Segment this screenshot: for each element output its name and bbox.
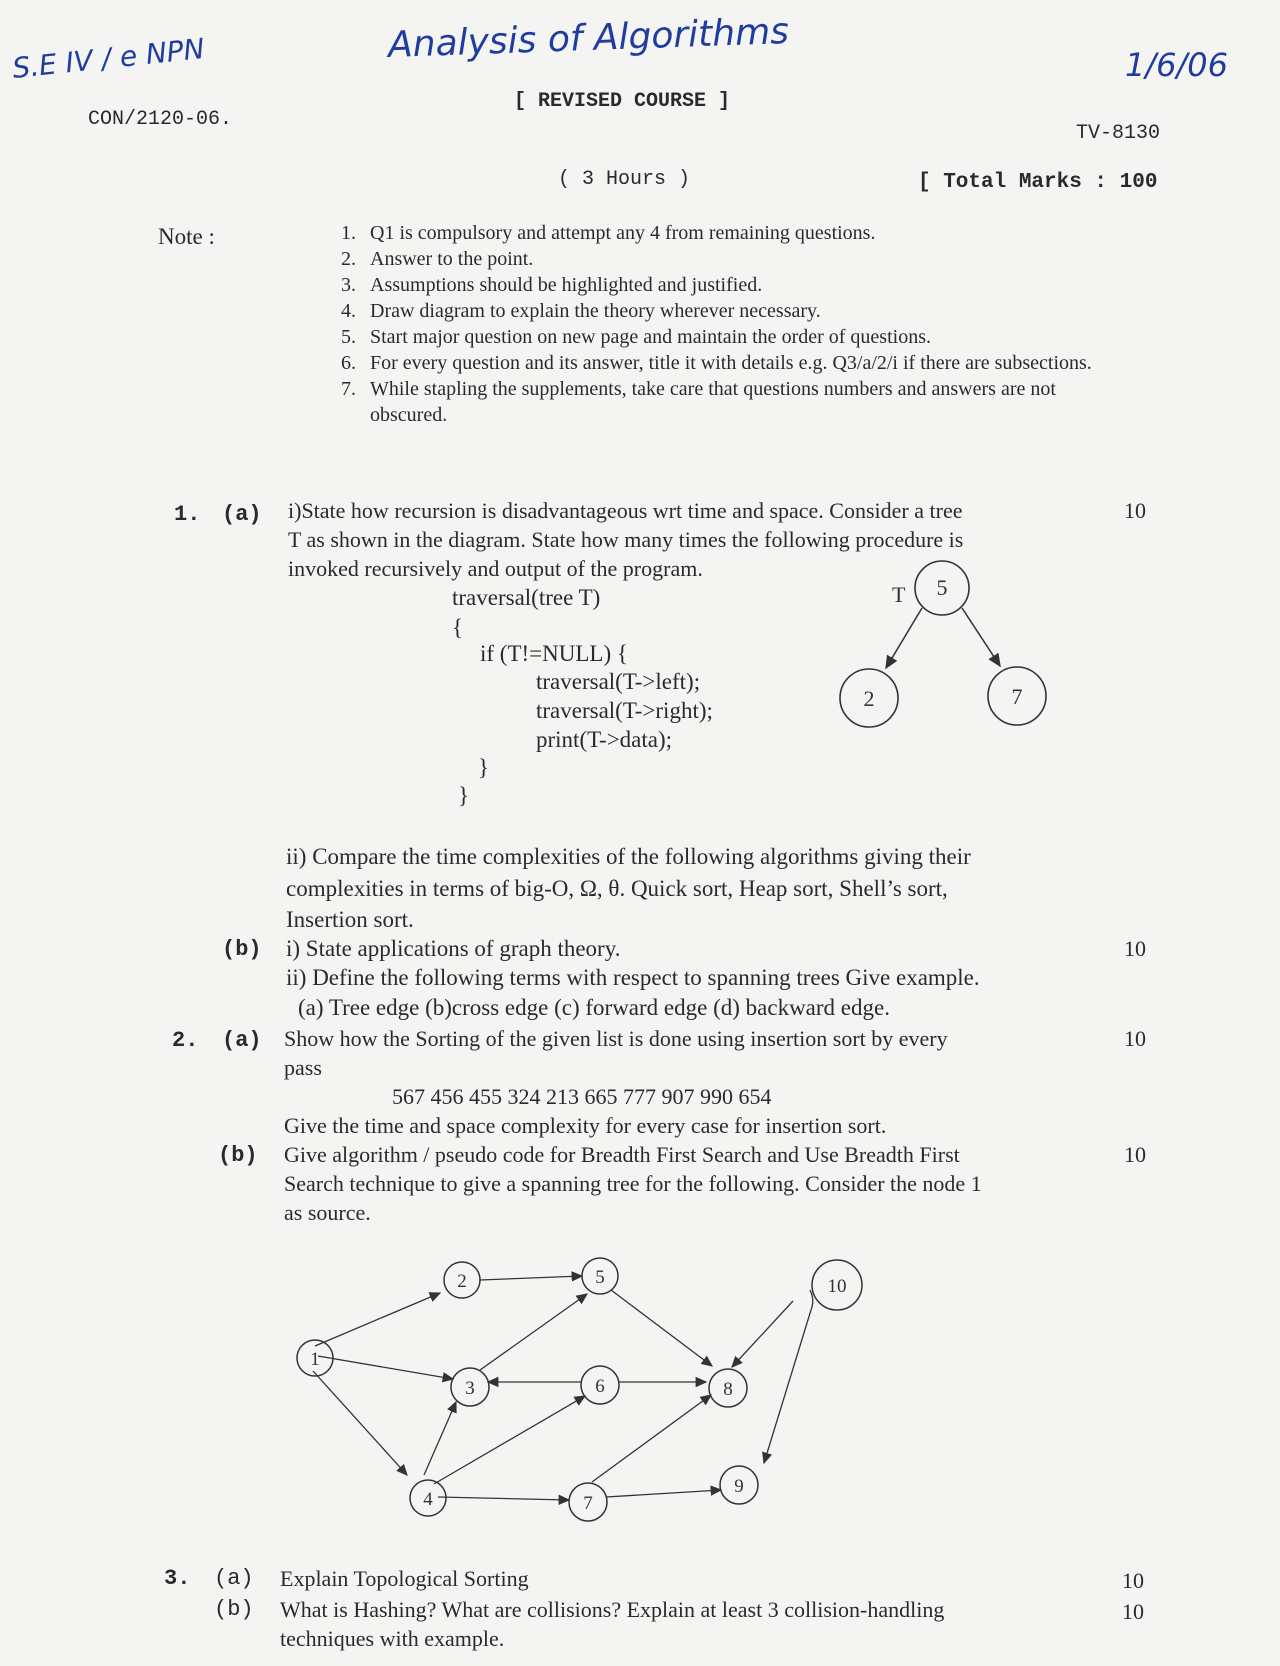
graph-node-9-label: 9	[734, 1476, 744, 1497]
note-item: 7. While stapling the supplements, take care that questions numbers and answers are not obscured.	[341, 378, 1056, 426]
graph-edge-4-6	[434, 1396, 585, 1484]
q2-a-label: (a)	[222, 1028, 262, 1053]
handwritten-subject-code: S.E IV / e NPN	[10, 32, 207, 85]
graph-edge-5-8	[611, 1290, 712, 1366]
code-line-6: print(T->data);	[536, 727, 673, 752]
note-list-container	[330, 220, 1110, 428]
q2-a-line3: Give the time and space complexity for every case for insertion sort.	[284, 1113, 887, 1138]
q1-a-ii-line2: complexities in terms of big-O, Ω, θ. Quick sort, Heap sort, Shell’s sort,	[286, 876, 948, 901]
graph-node-7-label: 7	[583, 1493, 593, 1514]
q3-a-label: (a)	[214, 1566, 254, 1591]
code-line-8: }	[458, 783, 470, 808]
q2-b-marks: 10	[1124, 1142, 1146, 1167]
graph-node-10-label: 10	[827, 1276, 847, 1297]
note-list	[330, 220, 1110, 428]
note-item: 2. Answer to the point.	[341, 248, 534, 270]
q3-a-marks: 10	[1122, 1568, 1144, 1593]
q3-a-text: Explain Topological Sorting	[280, 1566, 529, 1591]
q1-b-label: (b)	[222, 937, 262, 962]
note-item: 3. Assumptions should be highlighted and justified.	[341, 274, 763, 296]
code-line-7: }	[478, 755, 490, 780]
graph-edge-7-8	[592, 1395, 711, 1482]
note-item: 1. Q1 is compulsory and attempt any 4 from remaining questions.	[341, 222, 876, 244]
q3-b-line2: techniques with example.	[280, 1626, 505, 1651]
note-item: 4. Draw diagram to explain the theory wherever necessary.	[341, 300, 821, 322]
q1-a-ii-line3: Insertion sort.	[286, 907, 414, 932]
handwritten-title: Analysis of Algorithms	[387, 11, 790, 66]
graph-edge-8-10	[732, 1301, 793, 1367]
graph-node-3-label: 3	[465, 1378, 475, 1399]
bfs-graph	[280, 1240, 880, 1540]
q1-b-ii-terms: (a) Tree edge (b)cross edge (c) forward edge (d) backward edge.	[298, 995, 890, 1020]
course-type: [ REVISED COURSE ]	[514, 90, 731, 113]
q2-a-line1: Show how the Sorting of the given list is done using insertion sort by every	[284, 1026, 948, 1051]
graph-node-8-label: 8	[723, 1379, 733, 1400]
tree-node-right-label: 7	[1011, 684, 1023, 709]
q1-a-ii-line1: ii) Compare the time complexities of the following algorithms giving their	[286, 844, 971, 869]
tree-diagram	[820, 550, 1080, 740]
tree-label: T	[892, 582, 906, 607]
q1-number: 1.	[174, 502, 201, 527]
q2-a-line2: pass	[284, 1055, 322, 1080]
graph-edge-10-9	[764, 1310, 811, 1463]
q1-a-label: (a)	[222, 502, 262, 527]
code-line-3: if (T!=NULL) {	[480, 641, 628, 666]
graph-edge-3-5	[480, 1294, 587, 1370]
q3-b-marks: 10	[1122, 1599, 1144, 1624]
graph-node-6-label: 6	[595, 1376, 605, 1397]
q3-b-line1: What is Hashing? What are collisions? Explain at least 3 collision-handling	[280, 1597, 945, 1622]
graph-node-2-label: 2	[457, 1271, 467, 1292]
graph-edge-7-9	[606, 1490, 721, 1497]
total-marks: [ Total Marks : 100	[918, 171, 1158, 194]
series-code: TV-8130	[1076, 122, 1161, 145]
q1-a-i-line3: invoked recursively and output of the program.	[288, 556, 703, 581]
q1-a-i-line2: T as shown in the diagram. State how many times the following procedure is	[288, 527, 964, 552]
tree-node-root-label: 5	[936, 575, 948, 600]
q3-b-label: (b)	[214, 1597, 254, 1622]
q2-b-line3: as source.	[284, 1200, 371, 1225]
q1-a-marks: 10	[1124, 498, 1146, 523]
paper-code: CON/2120-06.	[88, 108, 233, 131]
graph-edge-10-9-tail	[810, 1290, 813, 1310]
code-line-5: traversal(T->right);	[536, 698, 713, 723]
q2-b-line1: Give algorithm / pseudo code for Breadth First Search and Use Breadth First	[284, 1142, 960, 1167]
code-line-4: traversal(T->left);	[536, 669, 701, 694]
graph-edge-4-3	[424, 1402, 456, 1475]
graph-edge-1-4	[313, 1371, 407, 1475]
duration: ( 3 Hours )	[558, 168, 691, 191]
q2-b-label: (b)	[218, 1143, 258, 1168]
q3-number: 3.	[164, 1566, 191, 1591]
q1-b-ii: ii) Define the following terms with respect to spanning trees Give example.	[286, 965, 980, 990]
graph-edge-1-3	[318, 1356, 453, 1379]
code-line-1: traversal(tree T)	[452, 585, 601, 610]
note-item: 6. For every question and its answer, title it with details e.g. Q3/a/2/i if there are subsections.	[341, 352, 1092, 374]
q1-b-i: i) State applications of graph theory.	[286, 936, 621, 961]
graph-edge-2-5	[480, 1276, 582, 1280]
graph-node-4-label: 4	[423, 1489, 433, 1510]
note-item: 5. Start major question on new page and maintain the order of questions.	[341, 326, 931, 348]
q1-b-marks: 10	[1124, 936, 1146, 961]
q2-number: 2.	[172, 1028, 199, 1053]
q2-b-line2: Search technique to give a spanning tree for the following. Consider the node 1	[284, 1171, 982, 1196]
tree-edge-right	[962, 608, 1000, 666]
q2-a-marks: 10	[1124, 1026, 1146, 1051]
note-label: Note :	[158, 224, 215, 249]
graph-edge-4-7	[438, 1497, 569, 1500]
graph-node-1-label: 1	[310, 1349, 320, 1370]
q1-a-i-line1: i)State how recursion is disadvantageous wrt time and space. Consider a tree	[288, 498, 963, 523]
graph-edge-1-2	[315, 1293, 440, 1346]
code-line-2: {	[452, 615, 464, 640]
tree-node-left-label: 2	[863, 686, 875, 711]
q2-list: 567 456 455 324 213 665 777 907 990 654	[392, 1084, 772, 1109]
graph-node-5-label: 5	[595, 1267, 605, 1288]
tree-edge-left	[886, 608, 922, 668]
handwritten-date: 1/6/06	[1125, 46, 1228, 84]
